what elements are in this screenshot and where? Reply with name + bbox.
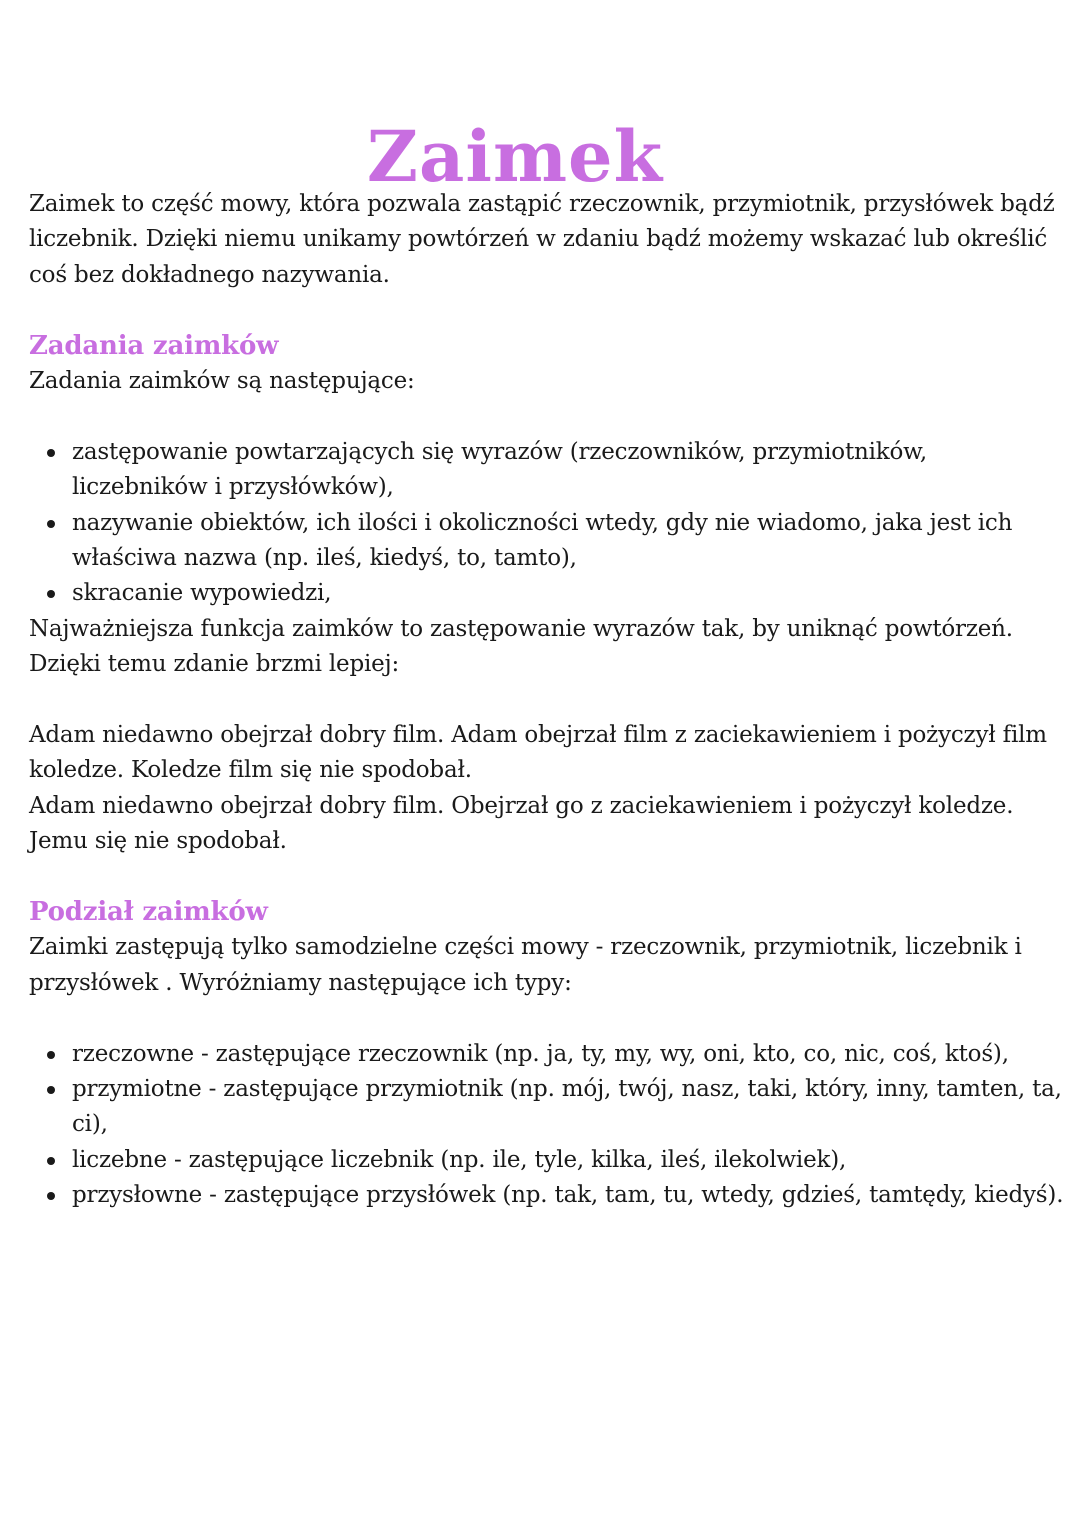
intro-paragraph: Zaimek to część mowy, która pozwala zastąpić rzeczownik, przymiotnik, przysłówek bądź liczebnik. Dzięki niemu unikamy powtórzeń w zdaniu bądź możemy wskazać lub określić coś bez dokładnego nazywania.	[29, 191, 1055, 288]
tasks-lead: Zadania zaimków są następujące:	[29, 368, 415, 395]
list-item: rzeczowne - zastępujące rzeczownik (np. ja, ty, my, wy, oni, kto, co, nic, coś, ktoś),	[72, 1037, 1069, 1072]
spacer	[29, 1001, 1069, 1036]
section-heading-division: Podział zaimków	[29, 897, 268, 928]
spacer	[29, 860, 1069, 895]
list-item: przysłowne - zastępujące przysłówek (np. tak, tam, tu, wtedy, gdzieś, tamtędy, kiedyś).	[72, 1178, 1069, 1213]
division-lead: Zaimki zastępują tylko samodzielne części mowy - rzeczownik, przymiotnik, liczebnik i przysłówek . Wyróżniamy następujące ich typy:	[29, 934, 1022, 996]
section-heading-tasks: Zadania zaimków	[29, 330, 279, 361]
spacer	[29, 683, 1069, 718]
example-with-pronouns: Adam niedawno obejrzał dobry film. Obejrzał go z zaciekawieniem i pożyczył koledze. Jemu się nie spodobał.	[29, 792, 1014, 855]
types-list	[29, 1037, 1069, 1214]
list-item: skracanie wypowiedzi,	[72, 576, 1069, 611]
tasks-after-paragraph: Najważniejsza funkcja zaimków to zastępowanie wyrazów tak, by uniknąć powtórzeń. Dzięki temu zdanie brzmi lepiej:	[29, 615, 1013, 678]
list-item: zastępowanie powtarzających się wyrazów (rzeczowników, przymiotników, liczebników i przysłówków),	[72, 435, 1069, 506]
example-repetitive: Adam niedawno obejrzał dobry film. Adam obejrzał film z zaciekawieniem i pożyczył film koledze. Koledze film się nie spodobał.	[29, 722, 1047, 784]
spacer	[29, 293, 1069, 328]
tasks-list	[29, 435, 1069, 612]
spacer	[29, 399, 1069, 434]
document-body	[29, 187, 1069, 1214]
page-title: Zaimek	[366, 114, 664, 198]
list-item: nazywanie obiektów, ich ilości i okoliczności wtedy, gdy nie wiadomo, jaka jest ich właściwa nazwa (np. ileś, kiedyś, to, tamto),	[72, 506, 1069, 577]
list-item: przymiotne - zastępujące przymiotnik (np. mój, twój, nasz, taki, który, inny, tamten, ta, ci),	[72, 1072, 1069, 1143]
list-item: liczebne - zastępujące liczebnik (np. ile, tyle, kilka, ileś, ilekolwiek),	[72, 1143, 1069, 1178]
